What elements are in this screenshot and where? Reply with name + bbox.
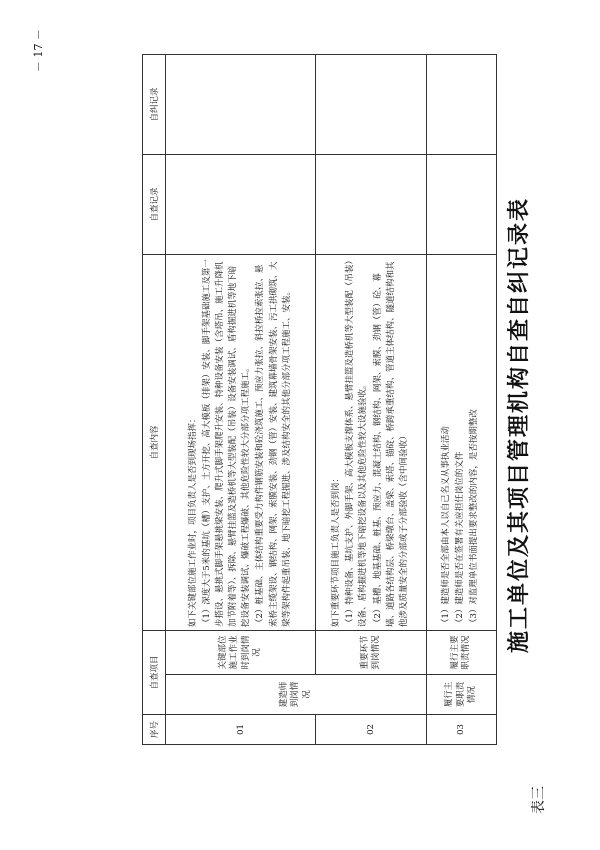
content-line: 如下重要环节项目施工负责人是否到岗： xyxy=(331,473,342,627)
fix-cell xyxy=(316,54,426,154)
row-seq: 02 xyxy=(316,715,426,745)
header-fix: 自纠记录 xyxy=(143,54,166,154)
row-item-sub: 重要环节到岗情况 xyxy=(316,630,426,674)
record-cell xyxy=(426,154,496,254)
page-number: － 17 － xyxy=(32,29,45,72)
header-item: 自查项目 xyxy=(143,630,166,714)
row-content xyxy=(166,254,316,630)
row-seq: 03 xyxy=(426,715,496,745)
table-row xyxy=(316,54,426,744)
content-line: （2）基槽、地基基础、桩基、预应力、混凝土结构、钢结构、网架、索膜、劲钢（管）砼、幕墙、道路各结构层、桥梁墩台、盖梁、索塔、锚碇、桥跨承重结构、管道主体结构、隧道结构和其他涉及质量安全的分部或子分部验收（含中间验收） xyxy=(372,261,409,627)
table-header-row xyxy=(143,54,166,744)
fix-cell xyxy=(426,54,496,154)
content-line: （1）特种设备、基坑支护、外脚手架、高大模板支撑体系、悬臂挂篮及造桥机等大型装配（吊装）设备、盾构掘进机等地下暗挖设备以及其他危险性较大设施验收。 xyxy=(345,260,369,627)
content-line: （2）建造师是否在签署有关应担任岗位的文件 xyxy=(455,451,466,627)
record-cell xyxy=(166,154,316,254)
header-content: 自查内容 xyxy=(143,254,166,630)
content-line: （3）对监理单位书面提出要求整改的内容，是否按期整改 xyxy=(469,409,480,627)
content-line: （1）建造师是否全部由本人以自己名义从事执业活动 xyxy=(441,426,452,627)
self-check-table xyxy=(142,54,497,745)
header-seq: 序号 xyxy=(143,715,166,745)
row-content xyxy=(316,254,426,630)
row-item-main: 建造师到岗情况 xyxy=(166,675,427,715)
content-line: （1）深度大于5米的基坑（槽）支护、土方开挖、高大模板（排架）安装、脚手架基础施工及第一步搭设、悬挑式脚手架悬挑梁安装、爬升式脚手架爬升安装、特种设备安装（含塔吊、施工升降机加节附着等）、拆除、悬臂挂篮及造桥机等大型装配（吊装）设备安装调试、盾构掘进机等地下暗挖设备安装调试、爆破工程爆破、其他危险性较大分部分项工程施工。 xyxy=(201,259,252,627)
header-record: 自查记录 xyxy=(143,154,166,254)
content-line: （2）桩基础、主体结构重要受力构件钢筋安装和砼浇筑施工、预应力张拉、斜拉桥拉索张拉、悬索桥主缆架设、钢结构、网架、索膜安装、劲钢（管）安装、建筑幕墙骨架安装、污工拱砌筑、大梁等架构件起重吊装、地下暗挖工程掘进、涉及结构安全的其他分部分项工程施工、安装。 xyxy=(255,261,292,627)
row-item-sub: 关键部位施工作业时到岗情况 xyxy=(166,630,316,674)
content-line: 如下关键部位施工作业时，项目负责人是否到现场指挥： xyxy=(187,414,198,627)
row-content xyxy=(426,254,496,630)
row-item-main: 履行主要职责情况 xyxy=(426,675,496,715)
row-item-sub: 履行主要职责情况 xyxy=(426,630,496,674)
row-seq: 01 xyxy=(166,715,316,745)
page-title: 施工单位及其项目管理机构自查自纠记录表 xyxy=(506,197,532,654)
table-caption: 表三 xyxy=(531,786,547,814)
fix-cell xyxy=(166,54,316,154)
record-cell xyxy=(316,154,426,254)
table-row xyxy=(426,54,496,744)
table-row xyxy=(166,54,316,744)
